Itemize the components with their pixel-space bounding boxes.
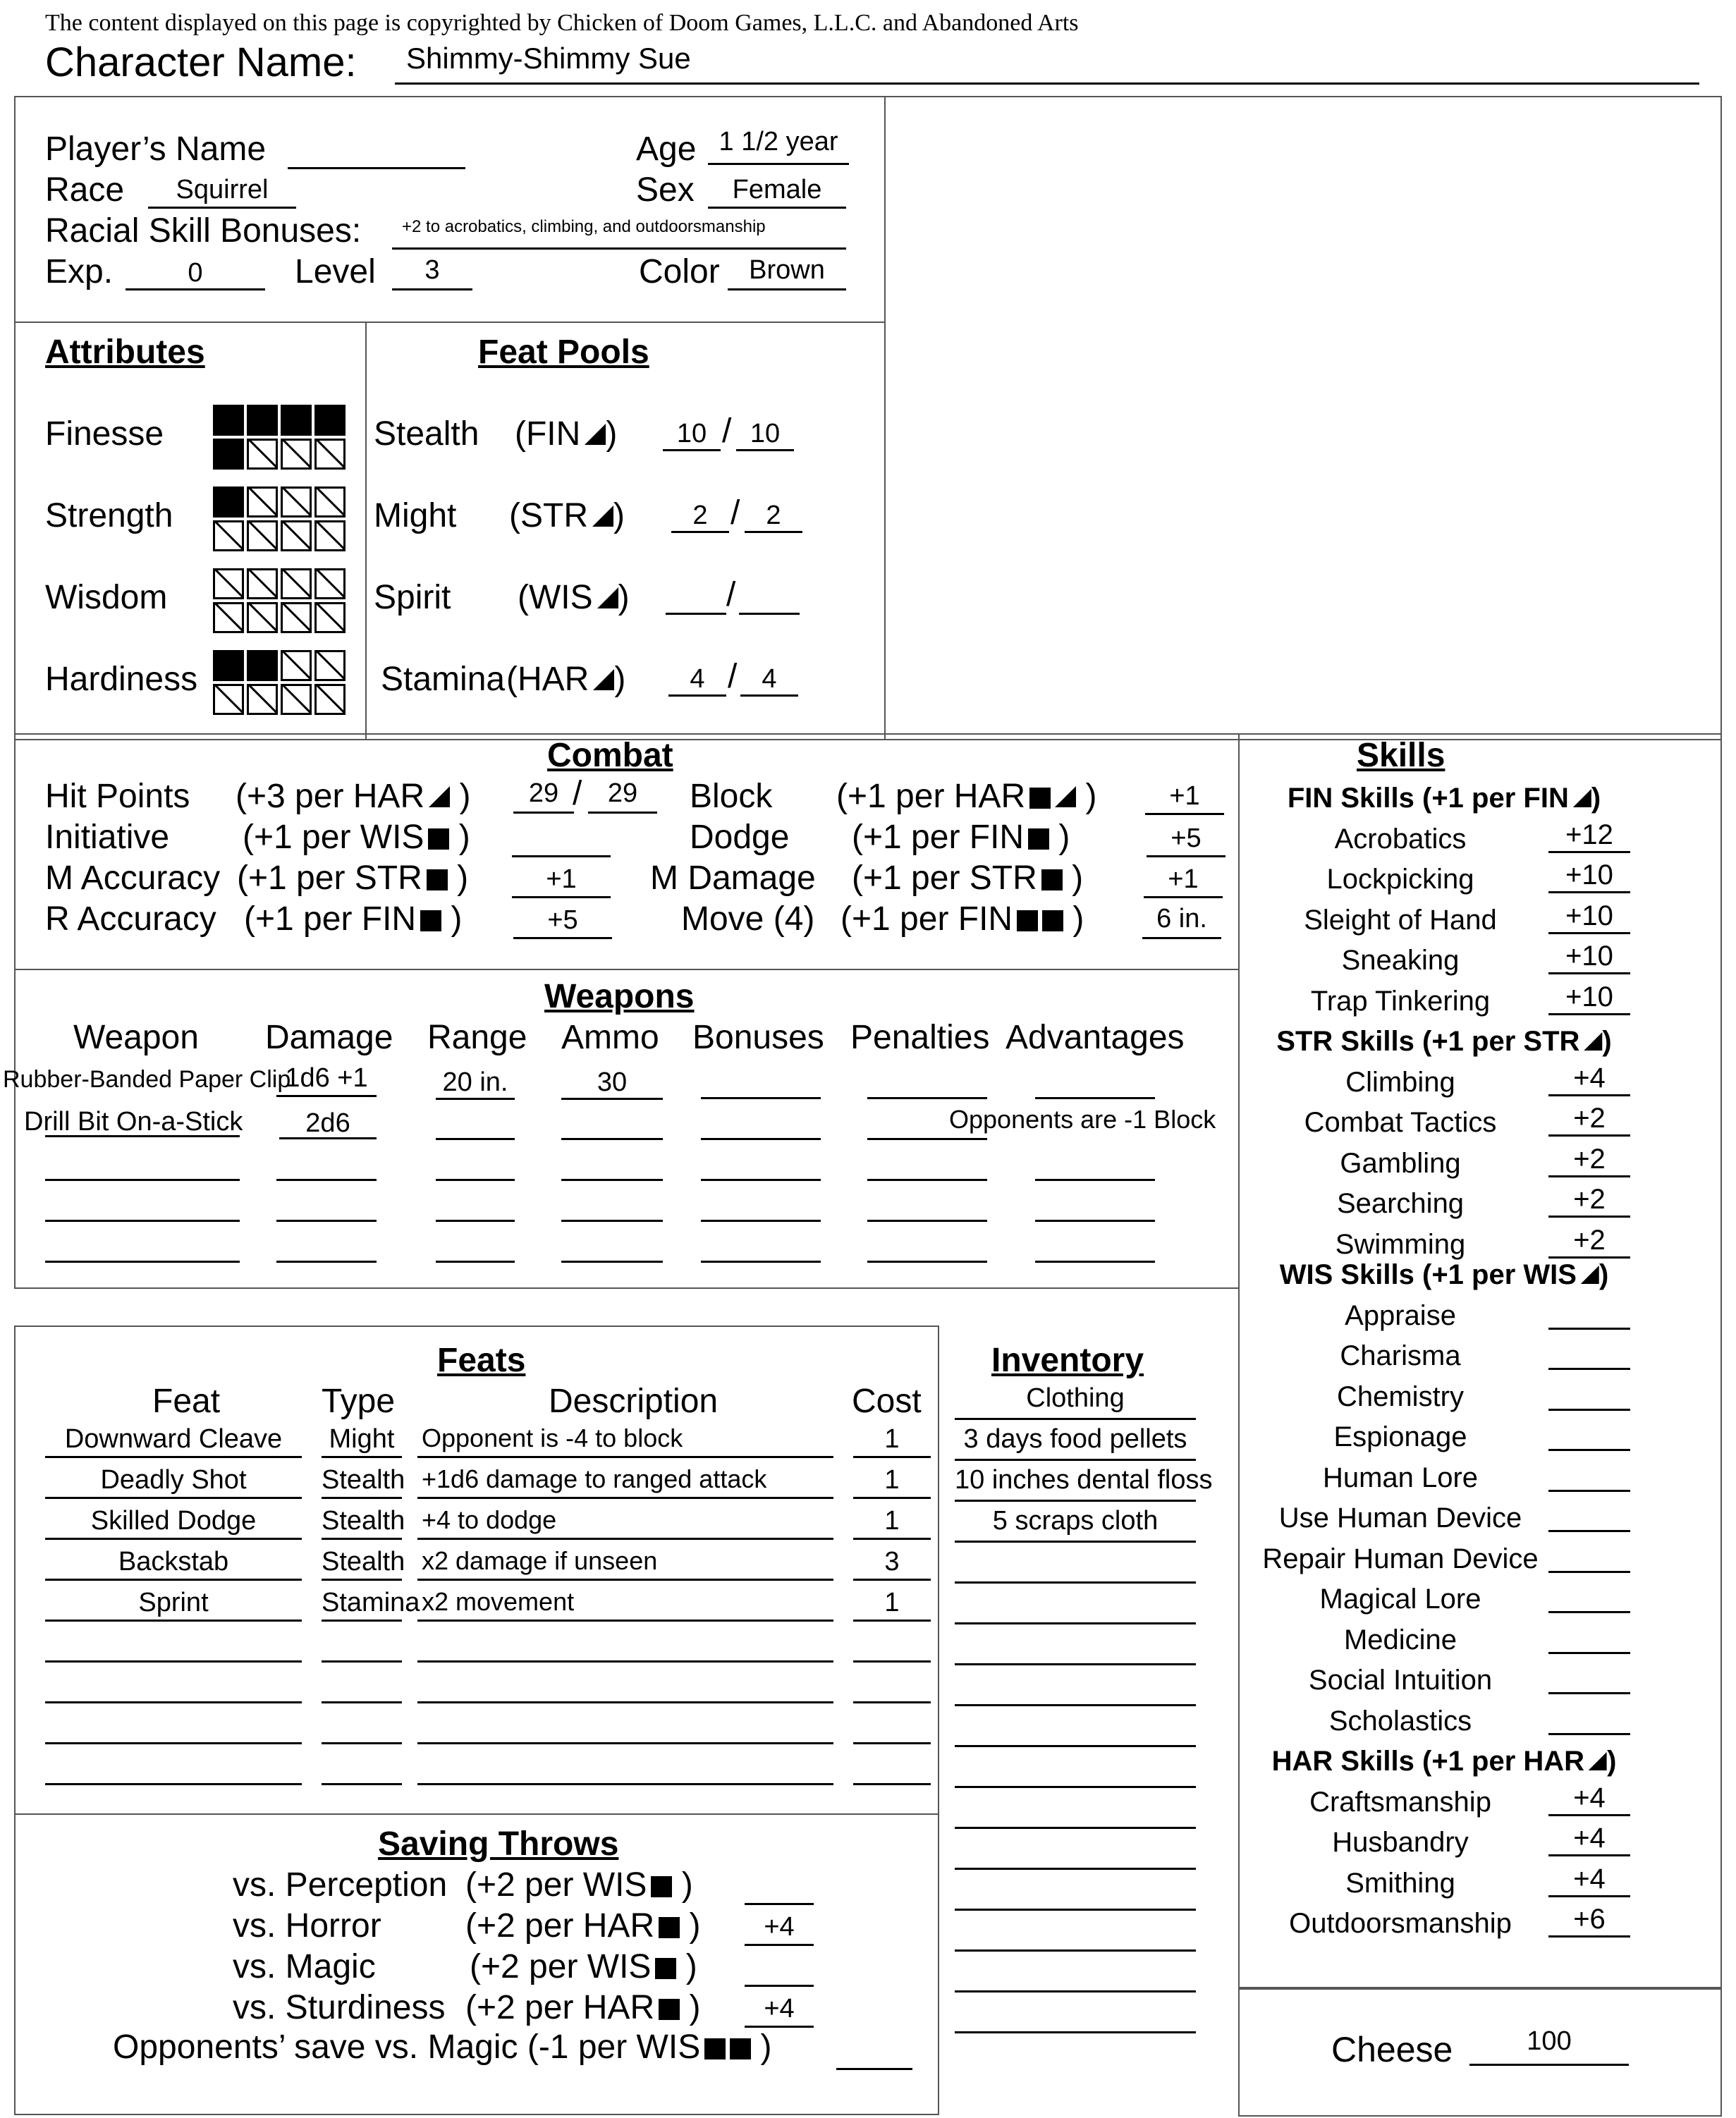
copyright-notice: The content displayed on this page is copyrighted by Chicken of Doom Games, L.L.C. and Abandoned Arts	[45, 10, 1079, 36]
skill-value-field[interactable]: +12	[1548, 821, 1630, 853]
dodge-field[interactable]: +5	[1147, 825, 1225, 857]
skill-value-field[interactable]: +4	[1548, 1784, 1630, 1816]
feat-type-field[interactable]: Stamina	[322, 1589, 402, 1622]
full-pip-icon	[655, 1958, 676, 1979]
skill-name: Charisma	[1340, 1340, 1461, 1371]
empty-pip-icon[interactable]	[247, 439, 278, 470]
inventory-item-field[interactable]	[955, 1794, 1196, 1829]
skill-value-field[interactable]: +10	[1548, 942, 1630, 974]
full-pip-icon	[427, 869, 448, 890]
skills-title: Skills	[1357, 737, 1445, 774]
skill-name: Scholastics	[1328, 1705, 1472, 1737]
skill-value-field[interactable]	[1548, 1419, 1630, 1451]
skill-group-title: WIS Skills (+1 per WIS )	[1279, 1259, 1609, 1290]
attr-name-hardiness: Hardiness	[45, 661, 198, 698]
feat-name-field[interactable]	[45, 1753, 302, 1785]
underline	[45, 1135, 240, 1137]
slash: /	[573, 775, 582, 812]
col-header: Advantages	[1005, 1019, 1185, 1056]
skill-value-field[interactable]	[1548, 1541, 1630, 1573]
pool-attr: (FIN )	[515, 415, 618, 453]
character-name-label: Character Name:	[45, 39, 357, 85]
feat-type-field[interactable]: Might	[322, 1426, 402, 1458]
empty-pip-icon[interactable]	[314, 684, 346, 715]
opp-save-label: Opponents’ save vs. Magic (-1 per WIS )	[113, 2028, 772, 2066]
feat-description-field[interactable]	[417, 1753, 833, 1785]
skill-value-field[interactable]	[1548, 1337, 1630, 1370]
character-name-field[interactable]: Shimmy-Shimmy Sue	[395, 44, 1699, 85]
inventory-item-field[interactable]	[955, 1712, 1196, 1747]
feat-cost-field[interactable]: 1	[853, 1467, 931, 1499]
feat-type-field[interactable]	[322, 1671, 402, 1703]
inventory-item-field[interactable]	[955, 1630, 1196, 1665]
half-pip-icon	[597, 587, 618, 608]
save-rule: (+2 per HAR )	[465, 1907, 701, 1945]
filled-pip-icon[interactable]	[314, 405, 346, 436]
feat-name-field[interactable]: Downward Cleave	[45, 1426, 302, 1458]
weapon-name[interactable]: Rubber-Banded Paper Clip	[3, 1066, 291, 1093]
full-pip-icon	[1017, 910, 1038, 931]
filled-pip-icon[interactable]	[247, 405, 278, 436]
inventory-item-field[interactable]: 3 days food pellets	[955, 1426, 1196, 1461]
combat-title: Combat	[547, 737, 673, 774]
weapon-damage[interactable]: 2d6	[279, 1110, 377, 1139]
empty-pip-icon[interactable]	[281, 486, 312, 518]
attr-pips-finesse[interactable]	[213, 405, 346, 470]
skill-name: Craftsmanship	[1309, 1786, 1491, 1818]
pool-max[interactable]: 4	[740, 666, 798, 697]
racial-bonus-label: Racial Skill Bonuses:	[45, 212, 362, 250]
feat-name-field[interactable]	[45, 1630, 302, 1663]
skill-name: Smithing	[1345, 1867, 1455, 1899]
move-field[interactable]: 6 in.	[1142, 905, 1221, 939]
feat-cost-field[interactable]	[853, 1712, 931, 1744]
feat-type-field[interactable]: Stealth	[322, 1507, 402, 1540]
inventory-item-field[interactable]	[955, 1548, 1196, 1584]
half-pip-icon	[1589, 1752, 1607, 1770]
slash: /	[726, 576, 736, 613]
empty-pip-icon[interactable]	[314, 602, 346, 633]
weapon-name[interactable]: Drill Bit On-a-Stick	[24, 1107, 243, 1137]
skill-name: Sleight of Hand	[1304, 904, 1497, 936]
filled-pip-icon[interactable]	[213, 486, 244, 518]
m-accuracy-field[interactable]: +1	[512, 866, 611, 898]
full-pip-icon	[659, 1917, 680, 1938]
skill-name: Chemistry	[1336, 1381, 1465, 1412]
skill-name: Medicine	[1343, 1624, 1457, 1655]
save-value-field[interactable]: +4	[745, 1914, 814, 1946]
saving-throws-title: Saving Throws	[378, 1825, 619, 1863]
save-value-field[interactable]	[745, 1954, 814, 1987]
empty-pip-icon[interactable]	[247, 520, 278, 551]
col-header: Range	[427, 1019, 527, 1056]
full-pip-icon	[1028, 828, 1049, 850]
empty-pip-icon[interactable]	[213, 602, 244, 633]
exp-field[interactable]: 0	[126, 259, 265, 290]
skill-value-field[interactable]: +6	[1548, 1905, 1630, 1938]
col-header: Type	[322, 1383, 396, 1420]
feat-type-field[interactable]	[322, 1753, 402, 1785]
inventory-item-field[interactable]: Clothing	[955, 1385, 1196, 1420]
initiative-rule: (+1 per WIS )	[243, 819, 470, 856]
half-pip-icon	[1573, 789, 1591, 807]
weapon-advantages[interactable]	[1035, 1097, 1155, 1099]
feat-cost-field[interactable]: 3	[853, 1548, 931, 1581]
weapon-penalties[interactable]	[867, 1138, 987, 1140]
skill-value-field[interactable]: +10	[1548, 861, 1630, 893]
skill-value-field[interactable]	[1548, 1459, 1630, 1492]
divider	[14, 1813, 939, 1815]
block-rule: (+1 per HAR )	[836, 778, 1097, 815]
feat-description-field[interactable]: x2 damage if unseen	[417, 1548, 833, 1581]
empty-pip-icon[interactable]	[247, 602, 278, 633]
full-pip-icon	[651, 1876, 672, 1897]
feat-name-field[interactable]	[45, 1712, 302, 1744]
inventory-item-field[interactable]	[955, 1835, 1196, 1870]
hp-max[interactable]: 29	[588, 780, 657, 814]
skill-name: Sneaking	[1341, 945, 1460, 976]
race-field[interactable]: Squirrel	[148, 176, 296, 209]
half-pip-icon	[593, 669, 614, 690]
skill-name: Husbandry	[1332, 1827, 1469, 1858]
skill-value-field[interactable]: +4	[1548, 1064, 1630, 1096]
r-accuracy-label: R Accuracy	[45, 900, 216, 938]
inventory-item-field[interactable]	[955, 1957, 1196, 1992]
feat-description-field[interactable]: x2 movement	[417, 1589, 833, 1622]
empty-pip-icon[interactable]	[314, 568, 346, 599]
skill-name: Acrobatics	[1334, 823, 1467, 855]
filled-pip-icon[interactable]	[213, 405, 244, 436]
r-accuracy-rule: (+1 per FIN )	[244, 900, 463, 938]
attributes-title: Attributes	[45, 333, 205, 371]
skill-value-field[interactable]	[1548, 1581, 1630, 1613]
portrait-box	[884, 96, 1722, 740]
inventory-item-field[interactable]	[955, 1753, 1196, 1788]
initiative-field[interactable]	[512, 825, 611, 857]
color-label: Color	[639, 253, 720, 290]
divider	[14, 322, 886, 323]
initiative-label: Initiative	[45, 819, 170, 856]
col-header: Damage	[265, 1019, 393, 1056]
half-pip-icon	[1584, 1032, 1602, 1051]
empty-pip-icon[interactable]	[281, 439, 312, 470]
inventory-item-field[interactable]	[955, 1589, 1196, 1624]
half-pip-icon	[429, 786, 450, 807]
inventory-title: Inventory	[991, 1342, 1144, 1379]
save-label: vs. Magic	[233, 1948, 376, 1985]
block-field[interactable]: +1	[1145, 783, 1224, 815]
col-header: Description	[549, 1383, 719, 1420]
empty-pip-icon[interactable]	[281, 520, 312, 551]
full-pip-icon	[428, 828, 449, 850]
attr-pips-wisdom[interactable]	[213, 568, 346, 633]
feat-type-field[interactable]: Stealth	[322, 1548, 402, 1581]
col-header: Feat	[152, 1383, 221, 1420]
feat-name-field[interactable]	[45, 1671, 302, 1703]
weapons-title: Weapons	[544, 978, 695, 1015]
pool-attr: (HAR )	[506, 661, 626, 698]
feat-cost-field[interactable]	[853, 1753, 931, 1785]
col-header: Cost	[852, 1383, 922, 1420]
full-pip-icon	[659, 1999, 680, 2020]
feat-name-field[interactable]: Sprint	[45, 1589, 302, 1622]
age-label: Age	[636, 130, 697, 168]
col-header: Ammo	[561, 1019, 659, 1056]
skill-value-field[interactable]: +4	[1548, 1865, 1630, 1897]
skill-name: Use Human Device	[1278, 1502, 1522, 1534]
empty-pip-icon[interactable]	[213, 684, 244, 715]
weapon-ammo[interactable]	[561, 1138, 663, 1140]
weapon-ammo[interactable]: 30	[561, 1069, 663, 1100]
save-label: vs. Perception	[233, 1866, 448, 1904]
weapon-bonuses[interactable]	[701, 1097, 821, 1099]
skill-value-field[interactable]	[1548, 1297, 1630, 1330]
pool-current[interactable]	[666, 584, 726, 615]
cheese-field[interactable]: 100	[1469, 2028, 1629, 2066]
level-label: Level	[295, 253, 376, 290]
feat-description-field[interactable]	[417, 1671, 833, 1703]
full-pip-icon	[1041, 869, 1063, 890]
attr-pips-strength[interactable]	[213, 486, 346, 551]
skill-value-field[interactable]	[1548, 1662, 1630, 1694]
skill-name: Trap Tinkering	[1310, 985, 1491, 1017]
skill-value-field[interactable]: +10	[1548, 902, 1630, 934]
skill-name: Outdoorsmanship	[1289, 1908, 1512, 1939]
sex-field[interactable]: Female	[708, 176, 846, 209]
weapon-penalties[interactable]	[867, 1097, 987, 1099]
slash: /	[722, 412, 732, 450]
half-pip-icon	[592, 506, 613, 527]
col-header: Penalties	[850, 1019, 990, 1056]
pool-name: Stealth	[374, 415, 479, 453]
filled-pip-icon[interactable]	[213, 439, 244, 470]
empty-pip-icon[interactable]	[314, 486, 346, 518]
skill-name: Lockpicking	[1326, 864, 1474, 895]
weapon-range[interactable]	[436, 1138, 515, 1140]
pool-current[interactable]: 10	[663, 420, 721, 451]
skill-value-field[interactable]: +4	[1548, 1824, 1630, 1856]
empty-pip-icon[interactable]	[213, 568, 244, 599]
empty-pip-icon[interactable]	[247, 684, 278, 715]
skill-name: Swimming	[1335, 1228, 1466, 1260]
race-label: Race	[45, 171, 125, 209]
full-pip-icon	[1042, 910, 1063, 931]
feat-cost-field[interactable]	[853, 1671, 931, 1703]
move-label: Move (4)	[681, 900, 815, 938]
attr-pips-hardiness[interactable]	[213, 650, 346, 715]
player-field[interactable]	[288, 138, 465, 169]
skill-name: Climbing	[1345, 1066, 1455, 1098]
empty-pip-icon[interactable]	[213, 520, 244, 551]
pool-name: Spirit	[374, 579, 451, 616]
weapon-damage[interactable]: 1d6 +1	[276, 1065, 377, 1097]
filled-pip-icon[interactable]	[247, 650, 278, 681]
empty-pip-icon[interactable]	[314, 650, 346, 681]
feat-type-field[interactable]	[322, 1712, 402, 1744]
skill-name: Magical Lore	[1319, 1584, 1481, 1615]
slash: /	[728, 658, 738, 695]
full-pip-icon	[730, 2038, 751, 2059]
hp-rule: (+3 per HAR )	[236, 778, 471, 815]
inventory-item-field[interactable]: 5 scraps cloth	[955, 1507, 1196, 1543]
r-accuracy-field[interactable]: +5	[513, 907, 612, 939]
feat-cost-field[interactable]: 1	[853, 1507, 931, 1540]
move-rule: (+1 per FIN )	[841, 900, 1084, 938]
empty-pip-icon[interactable]	[281, 650, 312, 681]
feat-name-field[interactable]: Skilled Dodge	[45, 1507, 302, 1540]
inventory-item-field[interactable]	[955, 1671, 1196, 1706]
feat-description-field[interactable]: +4 to dodge	[417, 1507, 833, 1540]
skill-name: Searching	[1336, 1188, 1465, 1219]
skill-group-title: FIN Skills (+1 per FIN )	[1287, 783, 1601, 814]
feat-description-field[interactable]: Opponent is -4 to block	[417, 1426, 833, 1458]
skill-name: Human Lore	[1322, 1462, 1479, 1493]
skill-value-field[interactable]: +2	[1548, 1185, 1630, 1218]
exp-label: Exp.	[45, 253, 114, 290]
color-field[interactable]: Brown	[728, 257, 846, 290]
attr-name-strength: Strength	[45, 497, 173, 534]
sex-label: Sex	[636, 171, 695, 209]
half-pip-icon	[585, 424, 606, 445]
m-accuracy-rule: (+1 per STR )	[237, 859, 469, 897]
col-header: Bonuses	[692, 1019, 824, 1056]
pool-max[interactable]: 10	[736, 420, 794, 451]
inventory-item-field[interactable]	[955, 1916, 1196, 1952]
pool-attr: (STR )	[509, 497, 625, 534]
feat-pools-title: Feat Pools	[478, 333, 649, 371]
skill-value-field[interactable]	[1548, 1703, 1630, 1735]
dodge-label: Dodge	[690, 819, 790, 856]
save-value-field[interactable]: +4	[745, 1995, 814, 2028]
filled-pip-icon[interactable]	[281, 405, 312, 436]
skill-value-field[interactable]	[1548, 1378, 1630, 1411]
empty-pip-icon[interactable]	[281, 568, 312, 599]
skill-name: Appraise	[1345, 1299, 1456, 1331]
feat-description-field[interactable]	[417, 1630, 833, 1663]
m-damage-field[interactable]: +1	[1144, 866, 1223, 898]
feat-type-field[interactable]: Stealth	[322, 1467, 402, 1499]
pool-max[interactable]: 2	[745, 502, 802, 533]
save-rule: (+2 per HAR )	[465, 1989, 701, 2026]
hp-label: Hit Points	[45, 778, 190, 815]
feat-name-field[interactable]: Backstab	[45, 1548, 302, 1581]
dodge-rule: (+1 per FIN )	[852, 819, 1070, 856]
skill-value-field[interactable]: +10	[1548, 983, 1630, 1015]
skill-name: Gambling	[1340, 1147, 1461, 1179]
inventory-item-field[interactable]	[955, 1998, 1196, 2033]
empty-pip-icon[interactable]	[247, 568, 278, 599]
empty-pip-icon[interactable]	[281, 684, 312, 715]
pool-max[interactable]	[739, 584, 800, 615]
feat-description-field[interactable]	[417, 1712, 833, 1744]
block-label: Block	[690, 778, 773, 815]
weapon-advantages[interactable]: Opponents are -1 Block	[949, 1105, 1216, 1134]
opp-save-field[interactable]	[836, 2038, 912, 2070]
racial-bonus-field[interactable]: +2 to acrobatics, climbing, and outdoorsmanship	[392, 219, 846, 250]
inventory-item-field[interactable]	[955, 1875, 1196, 1911]
skill-name: Combat Tactics	[1304, 1107, 1497, 1138]
full-pip-icon	[704, 2038, 726, 2059]
skill-name: Repair Human Device	[1262, 1543, 1539, 1574]
hp-current[interactable]: 29	[513, 780, 574, 814]
pool-name: Stamina	[381, 661, 506, 698]
save-label: vs. Horror	[233, 1907, 381, 1945]
col-header: Weapon	[73, 1019, 199, 1056]
pool-name: Might	[374, 497, 457, 534]
full-pip-icon	[1029, 788, 1051, 809]
half-pip-icon	[1055, 786, 1076, 807]
feat-type-field[interactable]	[322, 1630, 402, 1663]
player-label: Player’s Name	[45, 130, 267, 168]
feat-cost-field[interactable]	[853, 1630, 931, 1663]
divider	[365, 322, 367, 740]
empty-pip-icon[interactable]	[281, 602, 312, 633]
skill-group-title: STR Skills (+1 per STR )	[1276, 1026, 1612, 1057]
empty-pip-icon[interactable]	[314, 439, 346, 470]
weapon-bonuses[interactable]	[701, 1138, 821, 1140]
skill-value-field[interactable]	[1548, 1500, 1630, 1532]
inventory-item-field[interactable]: 10 inches dental floss	[955, 1467, 1196, 1502]
m-damage-label: M Damage	[650, 859, 816, 897]
slash: /	[731, 494, 740, 532]
feat-name-field[interactable]: Deadly Shot	[45, 1467, 302, 1499]
feat-description-field[interactable]: +1d6 damage to ranged attack	[417, 1467, 833, 1499]
age-field[interactable]: 1 1/2 year	[708, 128, 849, 165]
full-pip-icon	[420, 910, 441, 931]
m-accuracy-label: M Accuracy	[45, 859, 221, 897]
empty-pip-icon[interactable]	[314, 520, 346, 551]
feat-cost-field[interactable]: 1	[853, 1426, 931, 1458]
level-field[interactable]: 3	[392, 257, 472, 290]
filled-pip-icon[interactable]	[213, 650, 244, 681]
half-pip-icon	[1581, 1266, 1599, 1284]
feat-cost-field[interactable]: 1	[853, 1589, 931, 1622]
save-value-field[interactable]	[745, 1873, 814, 1905]
skill-group-title: HAR Skills (+1 per HAR )	[1271, 1746, 1617, 1777]
m-damage-rule: (+1 per STR )	[852, 859, 1084, 897]
feats-title: Feats	[437, 1342, 526, 1379]
skill-value-field[interactable]: +2	[1548, 1104, 1630, 1137]
empty-pip-icon[interactable]	[247, 486, 278, 518]
skill-name: Social Intuition	[1308, 1665, 1493, 1696]
pool-attr: (WIS )	[518, 579, 630, 616]
weapon-range[interactable]: 20 in.	[436, 1069, 515, 1100]
pool-current[interactable]: 4	[668, 666, 726, 697]
pool-current[interactable]: 2	[671, 502, 729, 533]
skill-value-field[interactable]: +2	[1548, 1145, 1630, 1177]
save-rule: (+2 per WIS )	[465, 1866, 693, 1904]
skill-value-field[interactable]	[1548, 1622, 1630, 1654]
attr-name-wisdom: Wisdom	[45, 579, 168, 616]
skill-value-field[interactable]: +2	[1548, 1226, 1630, 1259]
save-rule: (+2 per WIS )	[470, 1948, 697, 1985]
skill-name: Espionage	[1333, 1421, 1467, 1452]
attr-name-finesse: Finesse	[45, 415, 164, 453]
save-label: vs. Sturdiness	[233, 1989, 446, 2026]
cheese-label: Cheese	[1331, 2030, 1453, 2069]
